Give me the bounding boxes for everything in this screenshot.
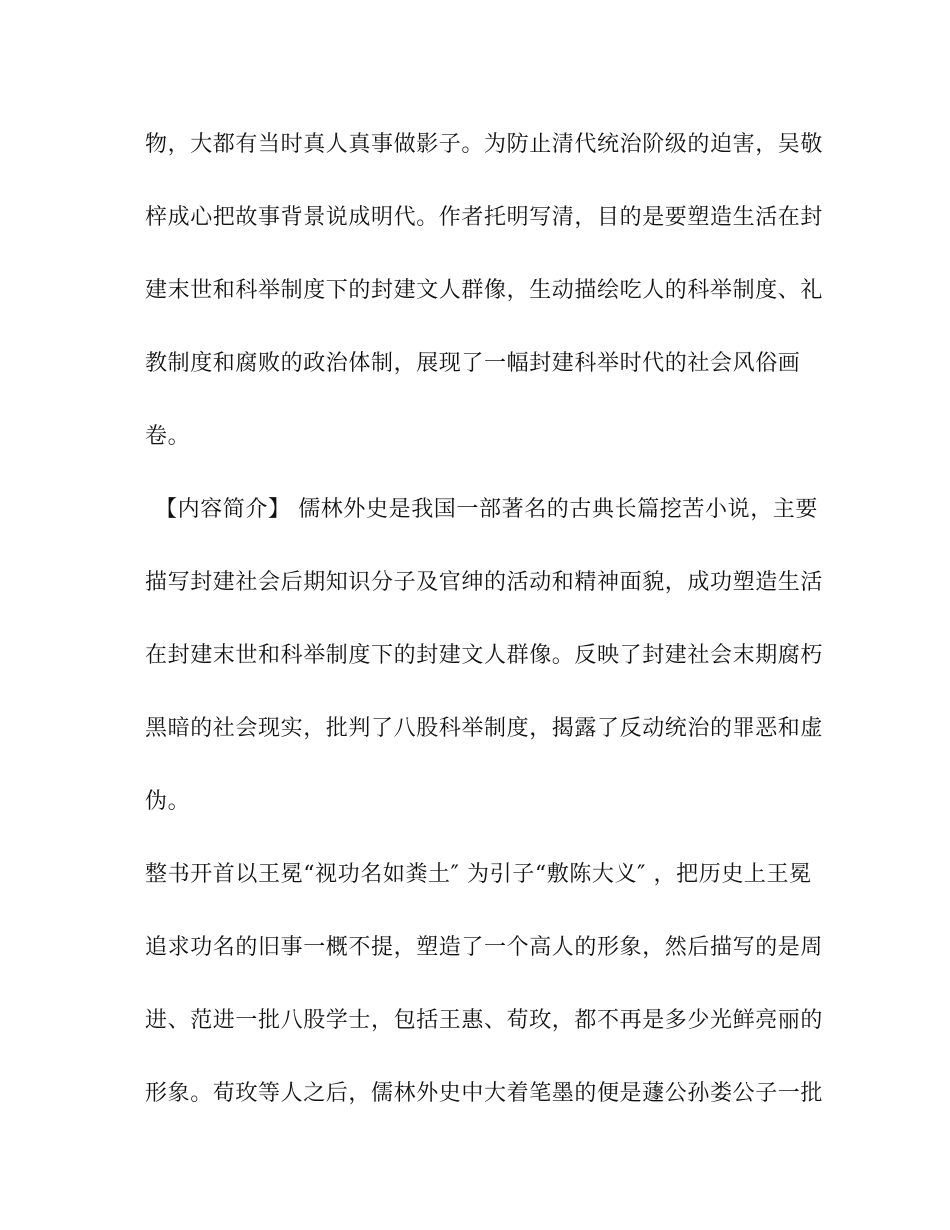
text-line: 伪。 (145, 789, 191, 814)
text-line: 追求功名的旧事一概不提，塑造了一个高人的形象，然后描写的是周 (145, 935, 824, 960)
text-line: 在封建末世和科举制度下的封建文人群像。反映了封建社会末期腐朽 (145, 643, 824, 668)
text-line: 梓成心把故事背景说成明代。作者托明写清，目的是要塑造生活在封 (145, 205, 824, 230)
text-line: 描写封建社会后期知识分子及官绅的活动和精神面貌，成功塑造生活 (145, 570, 824, 595)
text-line: 形象。荀玫等人之后，儒林外史中大着笔墨的便是蘧公孙娄公子一批 (145, 1081, 824, 1106)
text-line: 黑暗的社会现实，批判了八股科举制度，揭露了反动统治的罪恶和虚 (145, 716, 824, 741)
text-line: 卷。 (145, 424, 191, 449)
text-line: 进、范进一批八股学士，包括王惠、荀玫，都不再是多少光鲜亮丽的 (145, 1008, 824, 1033)
text-line: 物，大都有当时真人真事做影子。为防止清代统治阶级的迫害，吴敬 (145, 132, 824, 157)
text-line: 整书开首以王冕“视功名如粪土″ 为引子“敷陈大义″ ，把历史上王冕 (145, 862, 812, 887)
text-line: 【内容简介】 儒林外史是我国一部著名的古典长篇挖苦小说，主要 (155, 497, 818, 522)
text-line: 教制度和腐败的政治体制，展现了一幅封建科举时代的社会风俗画 (145, 351, 801, 376)
text-line: 建末世和科举制度下的封建文人群像，生动描绘吃人的科举制度、礼 (145, 278, 824, 303)
